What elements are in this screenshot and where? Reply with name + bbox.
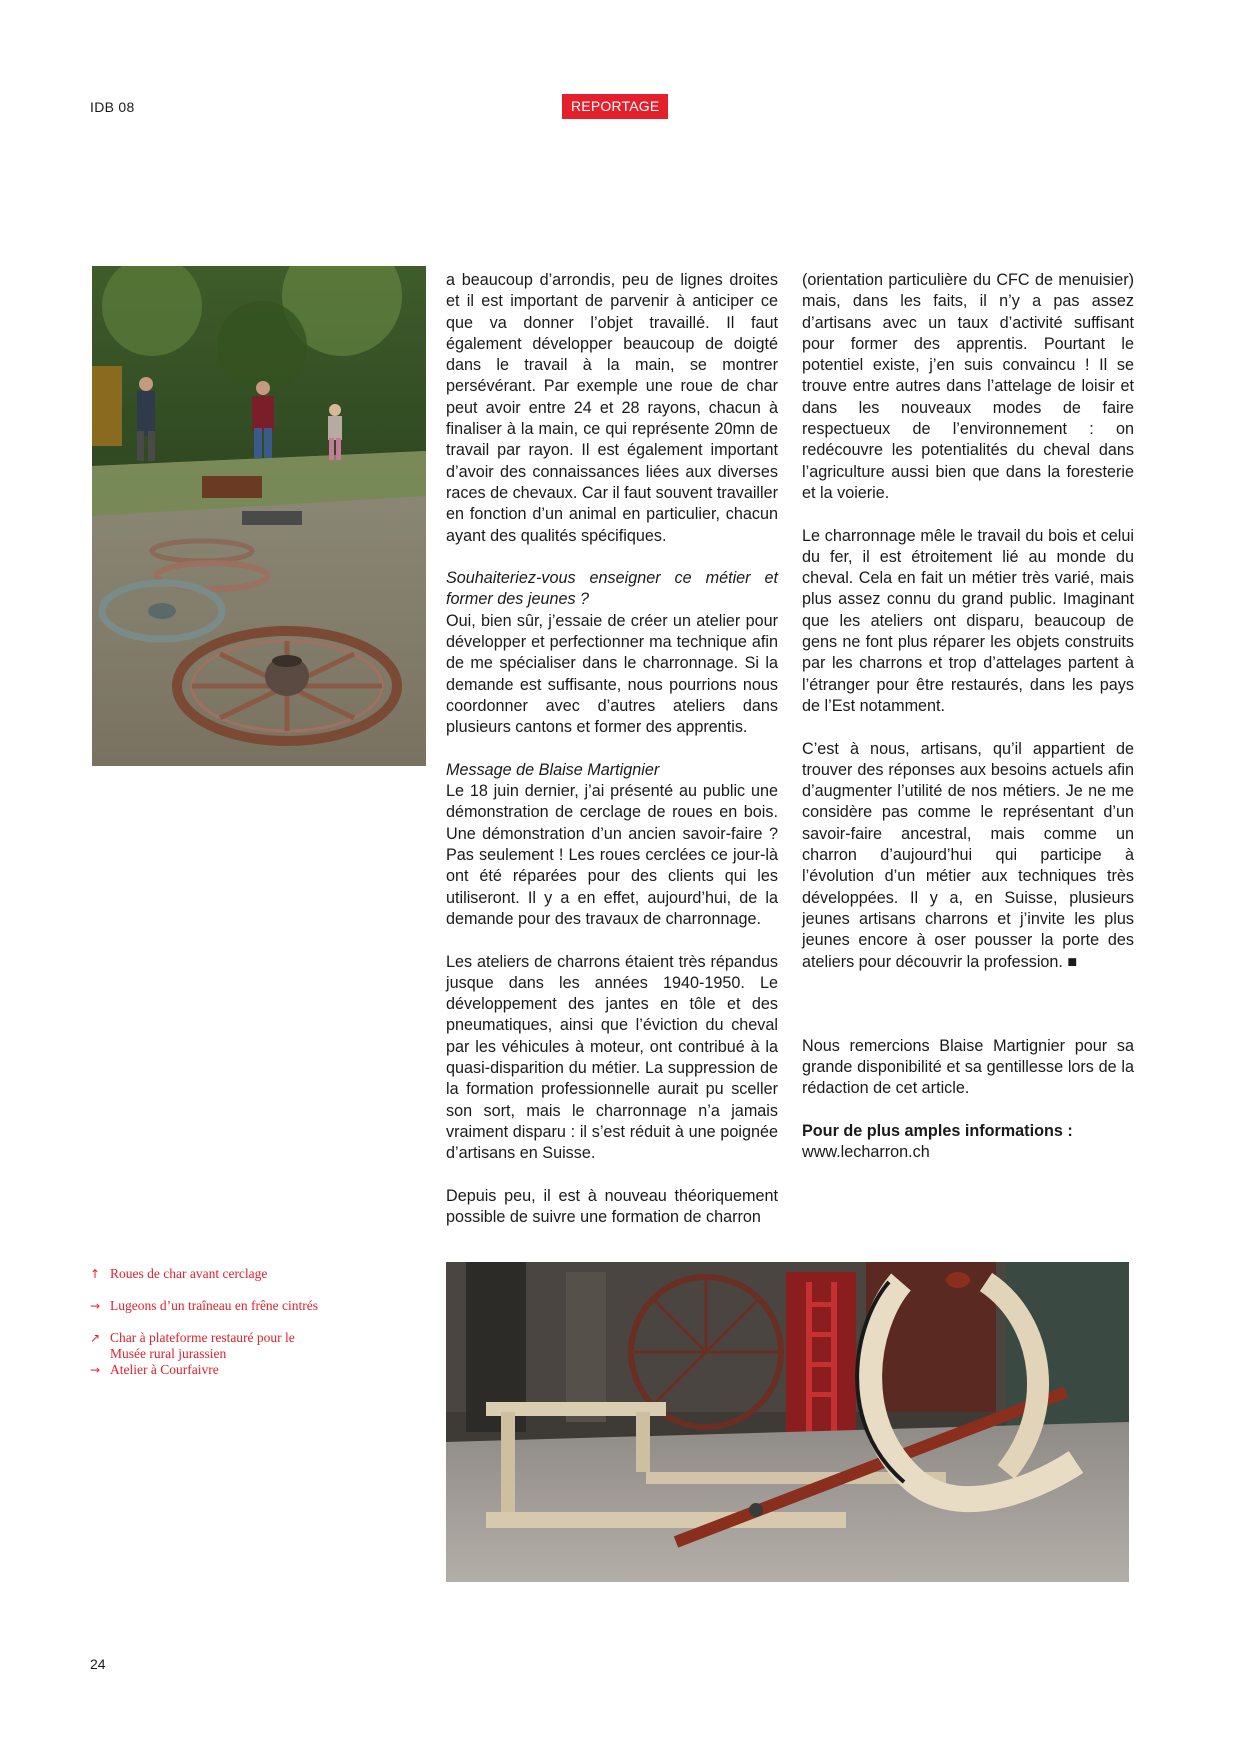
arrow-right-icon: → — [90, 1299, 101, 1313]
caption: ↗ Char à plateforme restauré pour le Musée rural jurassien — [90, 1330, 295, 1361]
interview-question: Souhaiteriez-vous enseigner ce métier et former des jeunes ? — [446, 569, 778, 609]
paragraph: a beaucoup d’arrondis, peu de lignes droites et il est important de parvenir à anticiper ce que va donner l’objet travaillé. Il faut également développer beaucoup de doigté dans le travail à la main, se montrer persévérant. Par exemple une roue de char peut avoir entre 24 et 28 rayons, chacun à finaliser à la main, ce qui représente 20mn de travail par rayon. Il est également important d’avoir des connaissances liées aux diverses races de chevaux. Car il faut souvent travailler en fonction d’un animal en particulier, chacun ayant des qualités spécifiques. — [446, 271, 779, 545]
journal-label: IDB 08 — [90, 99, 135, 115]
caption: → Lugeons d’un traîneau en frêne cintrés — [90, 1298, 319, 1313]
page-number: 24 — [90, 1656, 106, 1672]
paragraph: Les ateliers de charrons étaient très répandus jusque dans les années 1940-1950. Le développement des jantes en tôle et des pneumatiques, ainsi que l’éviction du cheval par les véhicules à moteur, ont contribué à la quasi-disparition du métier. La suppression de la formation professionnelle aurait pu sceller son sort, mais le charronnage n’a jamais vraiment disparu : il s’est réduit à une poignée d’artisans en Suisse. — [446, 952, 778, 1163]
paragraph: Depuis peu, il est à nouveau théoriquement possible de suivre une formation de charron — [446, 1186, 778, 1227]
info-label: Pour de plus amples informations : — [802, 1121, 1073, 1140]
caption: ↑ Roues de char avant cerclage — [90, 1266, 268, 1281]
arrow-up-right-icon: ↗ — [90, 1331, 101, 1345]
arrow-right-icon: → — [90, 1363, 101, 1377]
photo-sleigh-runners — [446, 1262, 1129, 1582]
subheading: Message de Blaise Martignier — [446, 760, 660, 779]
caption: → Atelier à Courfaivre — [90, 1362, 219, 1377]
photo-wagon-wheels — [92, 266, 426, 766]
paragraph: Le charronnage mêle le travail du bois et celui du fer, il est étroitement lié au monde du cheval. Cela en fait un métier très varié, mais plus assez connu du grand public. Imaginant que les ateliers ont disparu, beaucoup de gens ne font plus réparer les objets construits par les charrons et trop d’attelages partent à l’étranger pour être restaurés, dans les pays de l’Est notamment. — [802, 526, 1134, 715]
acknowledgement: Nous remercions Blaise Martignier pour sa grande disponibilité et sa gentillesse lors de la rédaction de cet article. — [802, 1036, 1134, 1098]
website-link[interactable]: www.lecharron.ch — [802, 1143, 930, 1162]
paragraph: Le 18 juin dernier, j’ai présenté au public une démonstration de cerclage de roues en bois. Une démonstration d’un ancien savoir-faire ? Pas seulement ! Les roues cerclées ce jour-là ont été réparées pour des clients qui les utiliseront. Il y a en effet, aujourd’hui, de la demande pour des travaux de charronnage. — [446, 782, 778, 928]
section-tag: REPORTAGE — [562, 94, 668, 119]
article-column-right — [802, 270, 1134, 1164]
paragraph: (orientation particulière du CFC de menuisier) mais, dans les faits, il n’y a pas assez d’artisans avec un taux d’activité suffisant pour former des apprentis. Pourtant le potentiel existe, j’en suis convaincu ! Il se trouve entre autres dans l’attelage de loisir et dans les nouveaux modes de faire respectueux de l’environnement : on redécouvre les potentialités du cheval dans l’agriculture aussi bien que dans la foresterie et la voierie. — [802, 271, 1134, 502]
photo-captions — [90, 1266, 330, 1394]
arrow-up-icon: ↑ — [90, 1267, 101, 1281]
paragraph: C’est à nous, artisans, qu’il appartient de trouver des réponses aux besoins actuels afin d’augmenter l’utilité de nos métiers. Je ne me considère pas comme le représentant d’un savoir-faire ancestral, mais comme un charron d’aujourd’hui qui participe à l’évolution d’un métier aux techniques très développées. Il y a, en Suisse, plusieurs jeunes artisans charrons et j’invite les plus jeunes encore à oser pousser la porte des ateliers pour découvrir la profession. ■ — [802, 739, 1134, 971]
paragraph: Oui, bien sûr, j’essaie de créer un atelier pour développer et perfectionner ma technique afin de me spécialiser dans le charronnage. Si la demande est suffisante, nous pourrions nous coordonner avec d’autres ateliers dans plusieurs cantons et former des apprentis. — [446, 611, 778, 737]
article-column-middle — [446, 270, 778, 1228]
